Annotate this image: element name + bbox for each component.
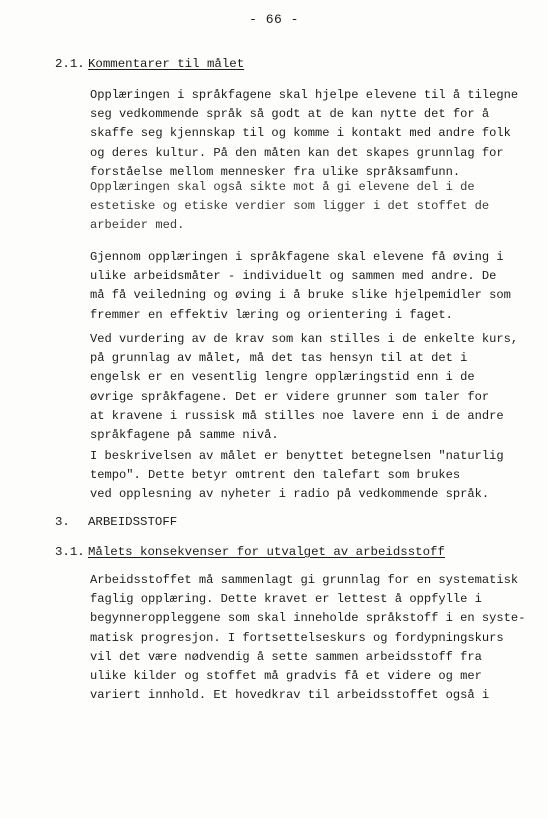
paragraph — [90, 178, 520, 236]
text-line: må få veiledning og øving i å bruke slike hjelpemidler som — [90, 288, 511, 303]
paragraph — [90, 86, 520, 182]
section-number: 3.1. — [55, 545, 85, 559]
text-line: Opplæringen skal også sikte mot å gi elevene del i de — [90, 180, 475, 194]
text-line: arbeider med. — [90, 218, 185, 233]
text-line: begynneroppleggene som skal inneholde språkstoff i en syste- — [90, 611, 526, 626]
text-line: matisk progresjon. I fortsettelseskurs og fordypningskurs — [90, 630, 504, 645]
text-line: at kravene i russisk må stilles noe lavere enn i de andre — [90, 408, 504, 423]
section-title: Målets konsekvenser for utvalget av arbeidsstoff — [88, 545, 445, 559]
text-line: variert innhold. Et hovedkrav til arbeidsstoffet også i — [90, 688, 490, 703]
text-line: engelsk er en vesentlig lengre opplæringstid enn i de — [90, 370, 475, 385]
text-line: skaffe seg kjennskap til og komme i kontakt med andre folk — [90, 126, 511, 141]
section-title: Kommentarer til målet — [88, 57, 245, 71]
text-line: språkfagene på samme nivå. — [90, 428, 279, 443]
text-line: øvrige språkfagene. Det er videre grunner som taler for — [90, 389, 490, 404]
text-line: ulike kilder og stoffet må gradvis få et videre og mer — [90, 669, 482, 684]
page-number: - 66 - — [249, 12, 299, 27]
paragraph — [90, 248, 520, 325]
text-line: forståelse mellom mennesker fra ulike språksamfunn. — [90, 164, 461, 179]
paragraph — [90, 330, 520, 445]
paragraph — [90, 571, 526, 705]
text-line: Ved vurdering av de krav som kan stilles i de enkelte kurs, — [90, 332, 519, 346]
text-line: fremmer en effektiv læring og orientering i faget. — [90, 307, 453, 322]
text-line: vil det være nødvendig å sette sammen arbeidsstoff fra — [90, 649, 482, 664]
section-title: ARBEIDSSTOFF — [88, 515, 178, 529]
text-line: Gjennom opplæringen i språkfagene skal elevene få øving i — [90, 250, 504, 264]
text-line: I beskrivelsen av målet er benyttet betegnelsen "naturlig — [90, 449, 504, 463]
text-line: faglig opplæring. Dette kravet er lettest å oppfylle i — [90, 592, 482, 607]
text-line: ulike arbeidsmåter - individuelt og sammen med andre. De — [90, 269, 497, 284]
text-line: tempo". Dette betyr omtrent den talefart som brukes — [90, 468, 461, 483]
text-line: Arbeidsstoffet må sammenlagt gi grunnlag for en systematisk — [90, 573, 519, 587]
section-number: 2.1. — [55, 57, 85, 71]
text-line: Opplæringen i språkfagene skal hjelpe elevene til å tilegne — [90, 88, 519, 102]
text-line: seg vedkommende språk så godt at de kan nytte det for å — [90, 107, 490, 122]
text-line: ved opplesning av nyheter i radio på vedkommende språk. — [90, 487, 490, 502]
paragraph — [90, 447, 520, 505]
text-line: på grunnlag av målet, må det tas hensyn til at det i — [90, 351, 468, 366]
section-number: 3. — [55, 515, 70, 529]
text-line: og deres kultur. På den måten kan det skapes grunnlag for — [90, 145, 504, 160]
text-line: estetiske og etiske verdier som ligger i det stoffet de — [90, 199, 490, 214]
